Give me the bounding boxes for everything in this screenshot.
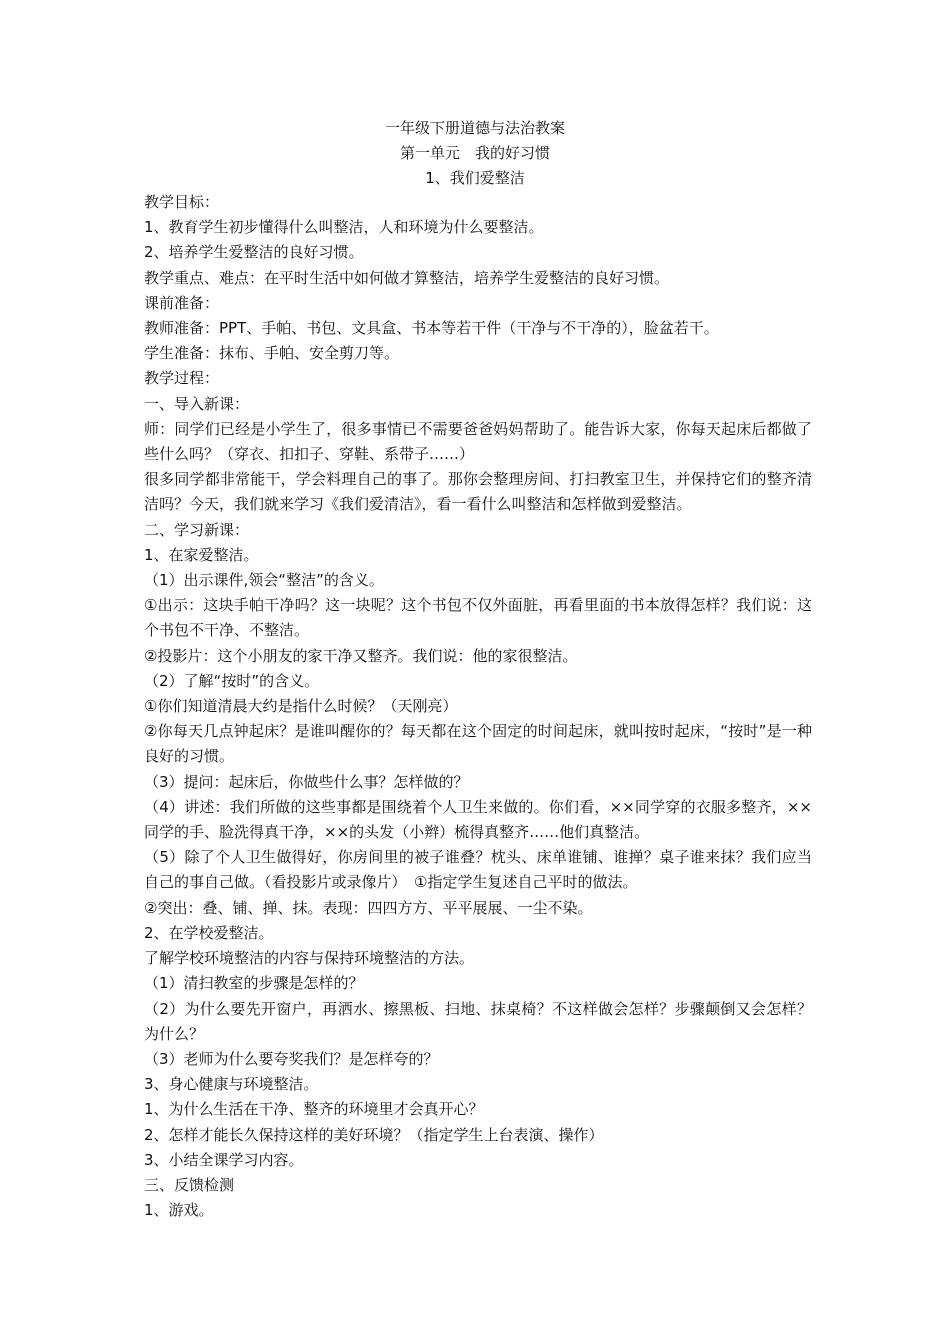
paragraph: 2、怎样才能长久保持这样的美好环境？（指定学生上台表演、操作） xyxy=(144,1125,604,1144)
subsection-heading: 1、在家爱整洁。 xyxy=(144,545,259,564)
paragraph: 2、培养学生爱整洁的良好习惯。 xyxy=(144,243,364,262)
subsection-heading: 3、身心健康与环境整洁。 xyxy=(144,1075,319,1094)
paragraph: 了解学校环境整洁的内容与保持环境整洁的方法。 xyxy=(144,949,475,968)
document-header xyxy=(0,116,950,191)
paragraph: 教师准备：PPT、手帕、书包、文具盒、书本等若干件（干净与不干净的），脸盆若干。 xyxy=(144,319,719,338)
paragraph: （3）提问：起床后，你做些什么事？怎样做的？ xyxy=(144,772,469,791)
paragraph: 1、教育学生初步懂得什么叫整洁，人和环境为什么要整洁。 xyxy=(144,218,544,237)
document-body xyxy=(144,190,812,1223)
paragraph: （4）讲述：我们所做的这些事都是围绕着个人卫生来做的。你们看，××同学穿的衣服多整齐，××同学的手、脸洗得真干净，××的头发（小辫）梳得真整齐……他们真整洁。 xyxy=(144,797,812,842)
paragraph: 1、为什么生活在干净、整齐的环境里才会真开心？ xyxy=(144,1100,484,1119)
paragraph: ②你每天几点钟起床？是谁叫醒你的？每天都在这个固定的时间起床，就叫按时起床，“按时”是一种良好的习惯。 xyxy=(144,722,812,766)
subsection-heading: 2、在学校爱整洁。 xyxy=(144,923,274,942)
paragraph: 很多同学都非常能干，学会料理自己的事了。那你会整理房间、打扫教室卫生，并保持它们的整齐清洁吗？今天，我们就来学习《我们爱清洁》，看一看什么叫整洁和怎样做到爱整洁。 xyxy=(144,470,812,514)
paragraph: 教学重点、难点：在平时生活中如何做才算整洁，培养学生爱整洁的良好习惯。 xyxy=(144,268,670,287)
paragraph: ①出示：这块手帕干净吗？这一块呢？这个书包不仅外面脏，再看里面的书本放得怎样？我们说：这个书包不干净、不整洁。 xyxy=(144,596,812,640)
paragraph: （1）出示课件,领会“整洁”的含义。 xyxy=(144,571,384,590)
paragraph: 3、小结全课学习内容。 xyxy=(144,1150,304,1169)
paragraph: （5）除了个人卫生做得好，你房间里的被子谁叠？枕头、床单谁铺、谁掸？桌子谁来抹？我们应当自己的事自己做。（看投影片或录像片） ①指定学生复述自己平时的做法。 xyxy=(144,848,812,892)
paragraph: ②突出：叠、铺、掸、抹。表现：四四方方、平平展展、一尘不染。 xyxy=(144,898,593,917)
section-heading: 教学过程： xyxy=(144,369,220,388)
section-heading: 三、反馈检测 xyxy=(144,1175,235,1194)
paragraph: （2）为什么要先开窗户，再洒水、擦黑板、扫地、抹桌椅？不这样做会怎样？步骤颠倒又会怎样？为什么？ xyxy=(144,999,812,1043)
paragraph: （3）老师为什么要夸奖我们？是怎样夸的？ xyxy=(144,1049,439,1068)
section-heading: 一、导入新课： xyxy=(144,394,250,413)
paragraph: 学生准备：抹布、手帕、安全剪刀等。 xyxy=(144,344,400,363)
section-heading: 教学目标： xyxy=(144,193,220,211)
paragraph: （2）了解“按时”的含义。 xyxy=(144,671,320,690)
paragraph: （1）清扫教室的步骤是怎样的？ xyxy=(144,974,364,993)
lesson-title: 1、我们爱整洁 xyxy=(425,169,525,187)
paragraph: ②投影片：这个小朋友的家干净又整齐。我们说：他的家很整洁。 xyxy=(144,646,578,665)
paragraph: 1、游戏。 xyxy=(144,1201,214,1220)
course-title: 一年级下册道德与法治教案 xyxy=(384,119,565,137)
section-heading: 二、学习新课： xyxy=(144,520,250,539)
unit-title: 第一单元 我的好习惯 xyxy=(399,144,550,162)
paragraph: 师：同学们已经是小学生了，很多事情已不需要爸爸妈妈帮助了。能告诉大家，你每天起床后都做了些什么吗？（穿衣、扣扣子、穿鞋、系带子……） xyxy=(144,419,812,464)
section-heading: 课前准备： xyxy=(144,293,220,312)
paragraph: ①你们知道清晨大约是指什么时候？（天刚亮） xyxy=(144,697,458,716)
